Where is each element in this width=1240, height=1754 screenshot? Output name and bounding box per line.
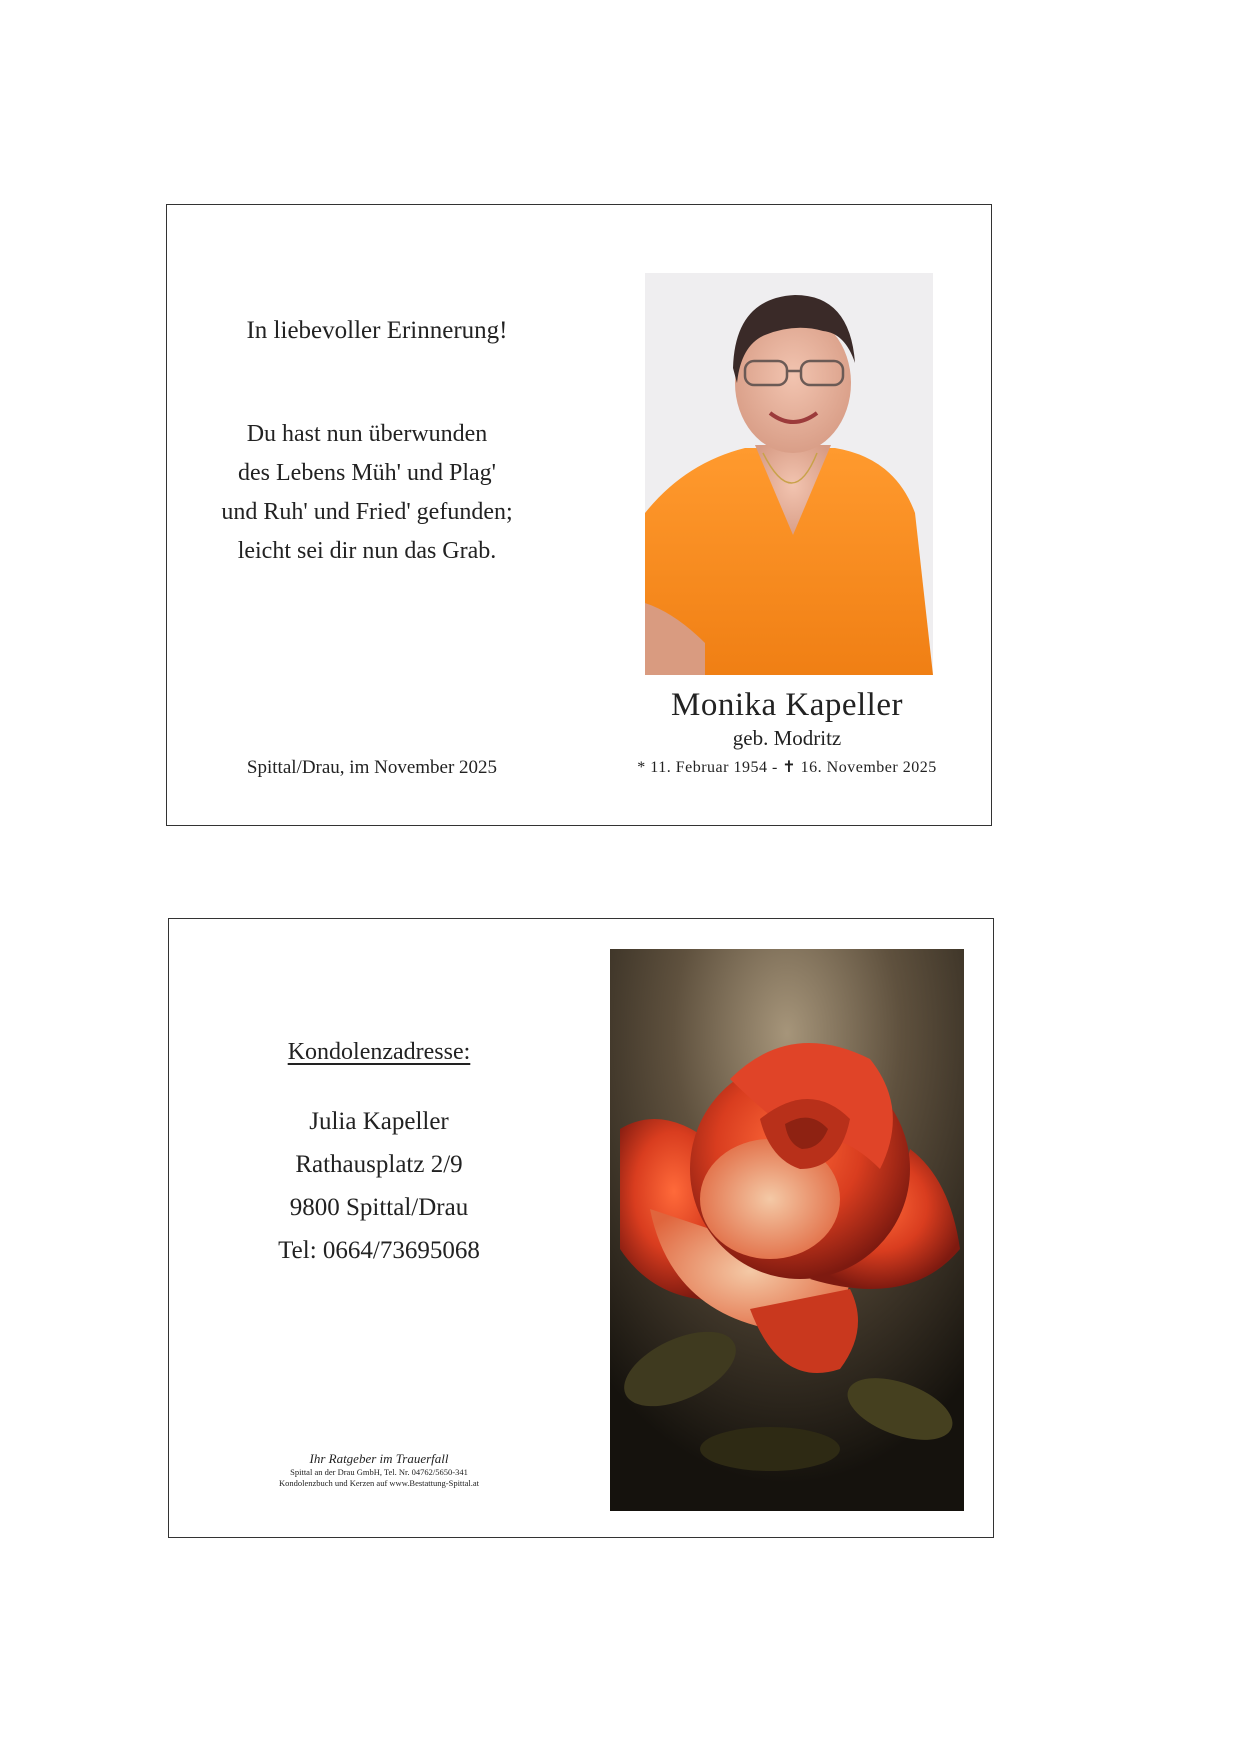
portrait-photo (645, 273, 933, 675)
name-block (617, 687, 957, 777)
memorial-poem (197, 415, 537, 571)
poem-line: des Lebens Müh' und Plag' (238, 460, 496, 486)
birth-name: geb. Modritz (732, 726, 842, 750)
funeral-home-footer (209, 1451, 549, 1489)
condolence-address (209, 1100, 549, 1272)
poem-line: und Ruh' und Fried' gefunden; (221, 499, 513, 525)
condolence-title: Kondolenzadresse: (287, 1039, 471, 1065)
poem-line: leicht sei dir nun das Grab. (237, 538, 497, 564)
address-line: Rathausplatz 2/9 (295, 1151, 463, 1178)
footer-website: Kondolenzbuch und Kerzen auf www.Bestattung-Spittal.at (278, 1478, 480, 1488)
address-line: 9800 Spittal/Drau (289, 1194, 469, 1221)
place-date: Spittal/Drau, im November 2025 (246, 757, 498, 778)
condolence-block (209, 1039, 549, 1272)
memorial-heading: In liebevoller Erinnerung! (246, 317, 508, 344)
address-line: Tel: 0664/73695068 (278, 1237, 480, 1264)
deceased-name: Monika Kapeller (670, 687, 903, 723)
footer-slogan: Ihr Ratgeber im Trauerfall (309, 1451, 449, 1466)
address-line: Julia Kapeller (309, 1108, 449, 1135)
memorial-card-front (166, 204, 992, 826)
memorial-card-back (168, 918, 994, 1538)
poem-line: Du hast nun überwunden (246, 421, 488, 447)
footer-contact: Spittal an der Drau GmbH, Tel. Nr. 04762/5650-341 (290, 1467, 468, 1477)
rose-photo (610, 949, 964, 1511)
life-dates: * 11. Februar 1954 - ✝ 16. November 2025 (637, 759, 937, 776)
